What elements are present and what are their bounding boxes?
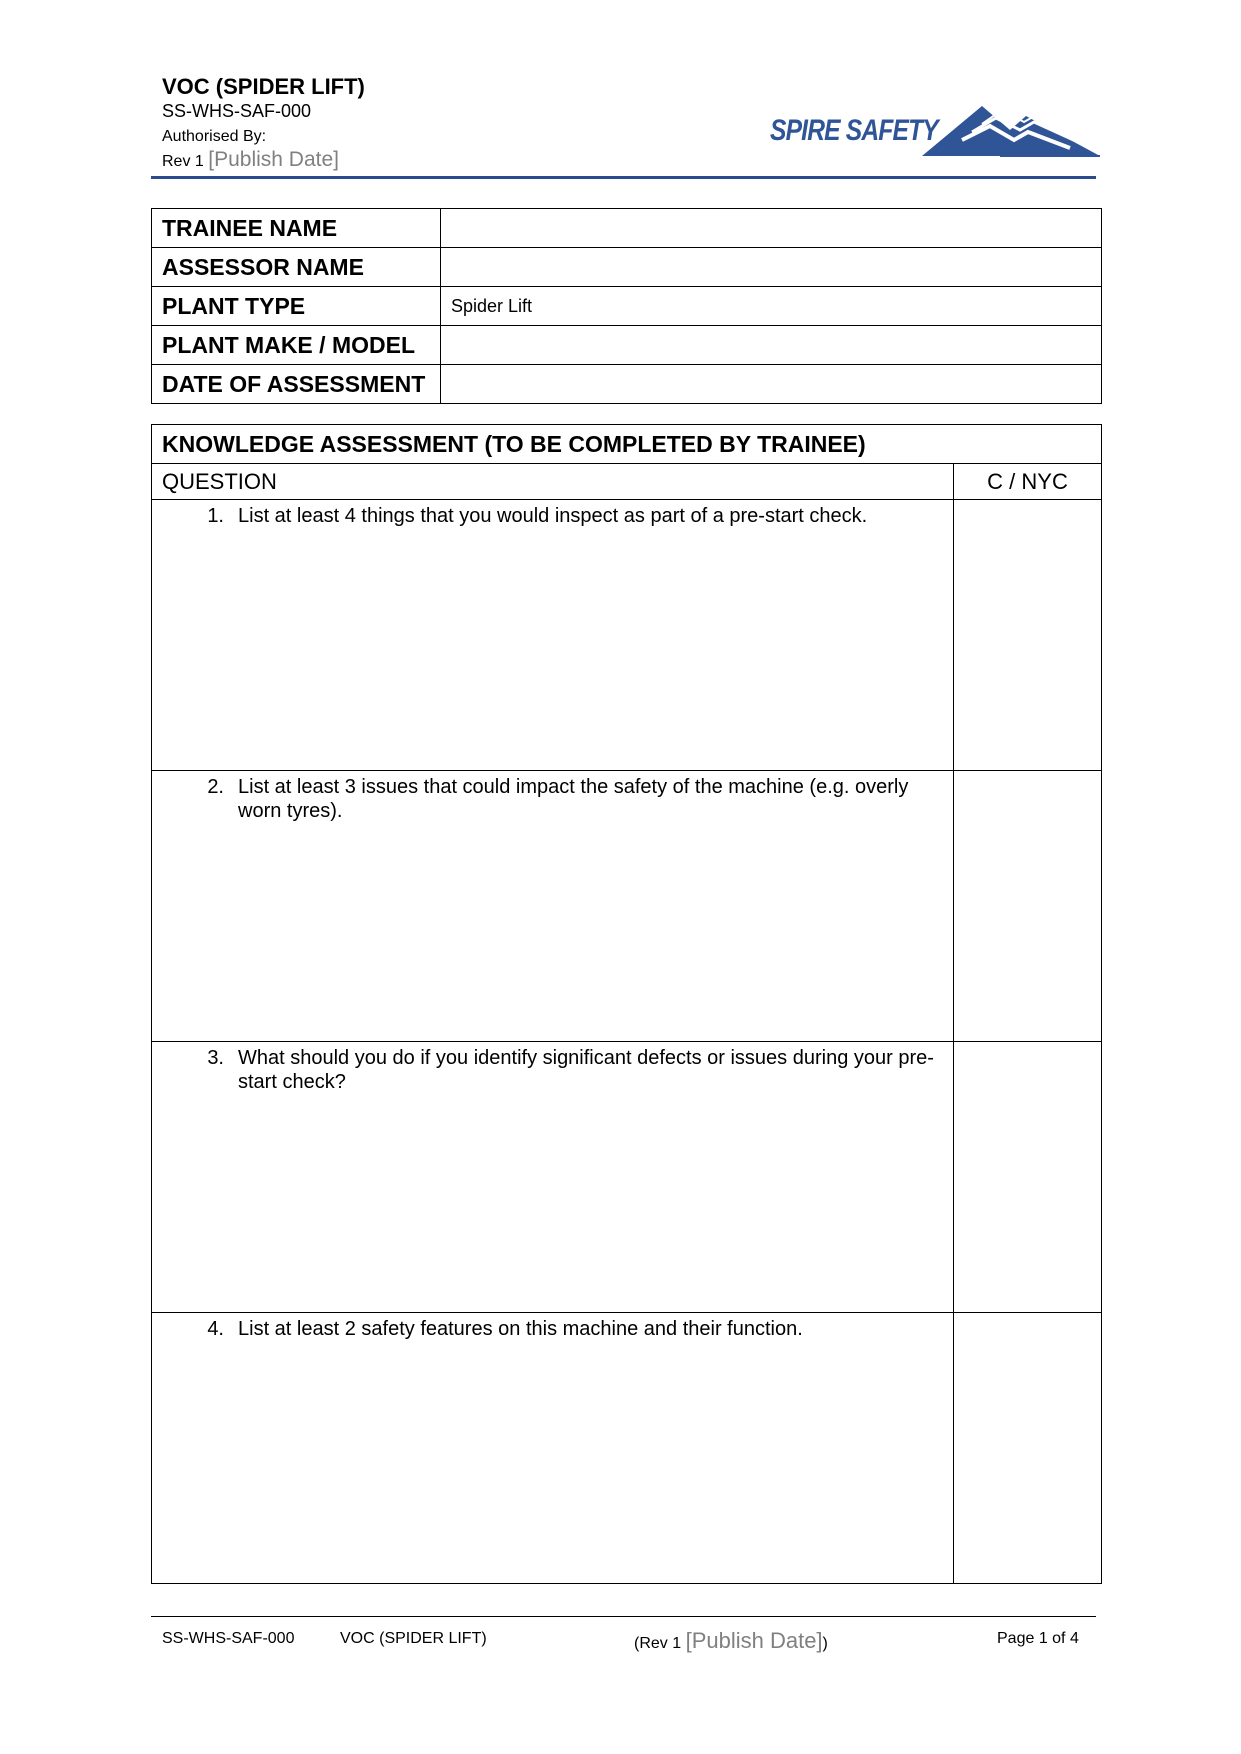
publish-date-placeholder: [Publish Date] [208,148,339,171]
table-row [152,425,1102,464]
question-row [152,500,1102,771]
footer-divider [151,1616,1096,1617]
question-row [152,1042,1102,1313]
question-text: List at least 2 safety features on this machine and their function. [238,1318,803,1340]
table-row [152,209,1102,248]
table-row [152,287,1102,326]
knowledge-assessment-table [151,424,1102,1584]
question-number: 3. [207,1047,224,1069]
question-answer-area[interactable] [152,771,954,1042]
page-number: Page 1 of 4 [997,1630,1079,1647]
question-number: 2. [207,776,224,798]
result-cell[interactable] [954,771,1102,1042]
footer-document-number: SS-WHS-SAF-000 [162,1630,295,1647]
revision-label: Rev 1 [162,153,204,170]
result-cell[interactable] [954,500,1102,771]
result-cell[interactable] [954,1042,1102,1313]
plant-type-field[interactable]: Spider Lift [441,287,1102,326]
question-row [152,1313,1102,1584]
footer-revision [634,1628,828,1654]
trainee-name-label: TRAINEE NAME [152,209,441,248]
assessor-name-field[interactable] [441,248,1102,287]
revision-line [162,148,339,172]
question-text: What should you do if you identify significant defects or issues during your pre-start check? [238,1047,934,1093]
question-answer-area[interactable] [152,1042,954,1313]
footer-publish-date-placeholder: [Publish Date] [685,1628,823,1653]
question-number: 4. [207,1318,224,1340]
column-header-row [152,464,1102,500]
trainee-name-field[interactable] [441,209,1102,248]
header-divider [151,176,1096,179]
table-row [152,248,1102,287]
plant-make-model-label: PLANT MAKE / MODEL [152,326,441,365]
question-answer-area[interactable] [152,1313,954,1584]
question-number: 1. [207,505,224,527]
footer-revision-label: (Rev 1 [634,1635,682,1652]
result-cell[interactable] [954,1313,1102,1584]
question-column-header: QUESTION [152,464,954,500]
table-row [152,365,1102,404]
footer-revision-close: ) [822,1635,828,1652]
assessor-name-label: ASSESSOR NAME [152,248,441,287]
question-text: List at least 4 things that you would inspect as part of a pre-start check. [238,505,868,527]
logo-text: SPIRE SAFETY [770,114,938,147]
authorised-by: Authorised By: [162,128,267,145]
plant-type-label: PLANT TYPE [152,287,441,326]
result-column-header: C / NYC [954,464,1102,500]
question-text: List at least 3 issues that could impact the safety of the machine (e.g. overly worn tyres). [238,776,909,822]
document-number: SS-WHS-SAF-000 [162,101,312,121]
question-row [152,771,1102,1042]
date-of-assessment-field[interactable] [441,365,1102,404]
footer-document-title: VOC (SPIDER LIFT) [340,1630,487,1647]
question-answer-area[interactable] [152,500,954,771]
document-title: VOC (SPIDER LIFT) [162,74,365,99]
trainee-info-table [151,208,1102,404]
date-of-assessment-label: DATE OF ASSESSMENT [152,365,441,404]
spire-safety-logo [770,90,1100,160]
plant-make-model-field[interactable] [441,326,1102,365]
mountain-logo-icon [910,90,1100,160]
table-row [152,326,1102,365]
knowledge-assessment-heading: KNOWLEDGE ASSESSMENT (TO BE COMPLETED BY TRAINEE) [152,425,1102,464]
